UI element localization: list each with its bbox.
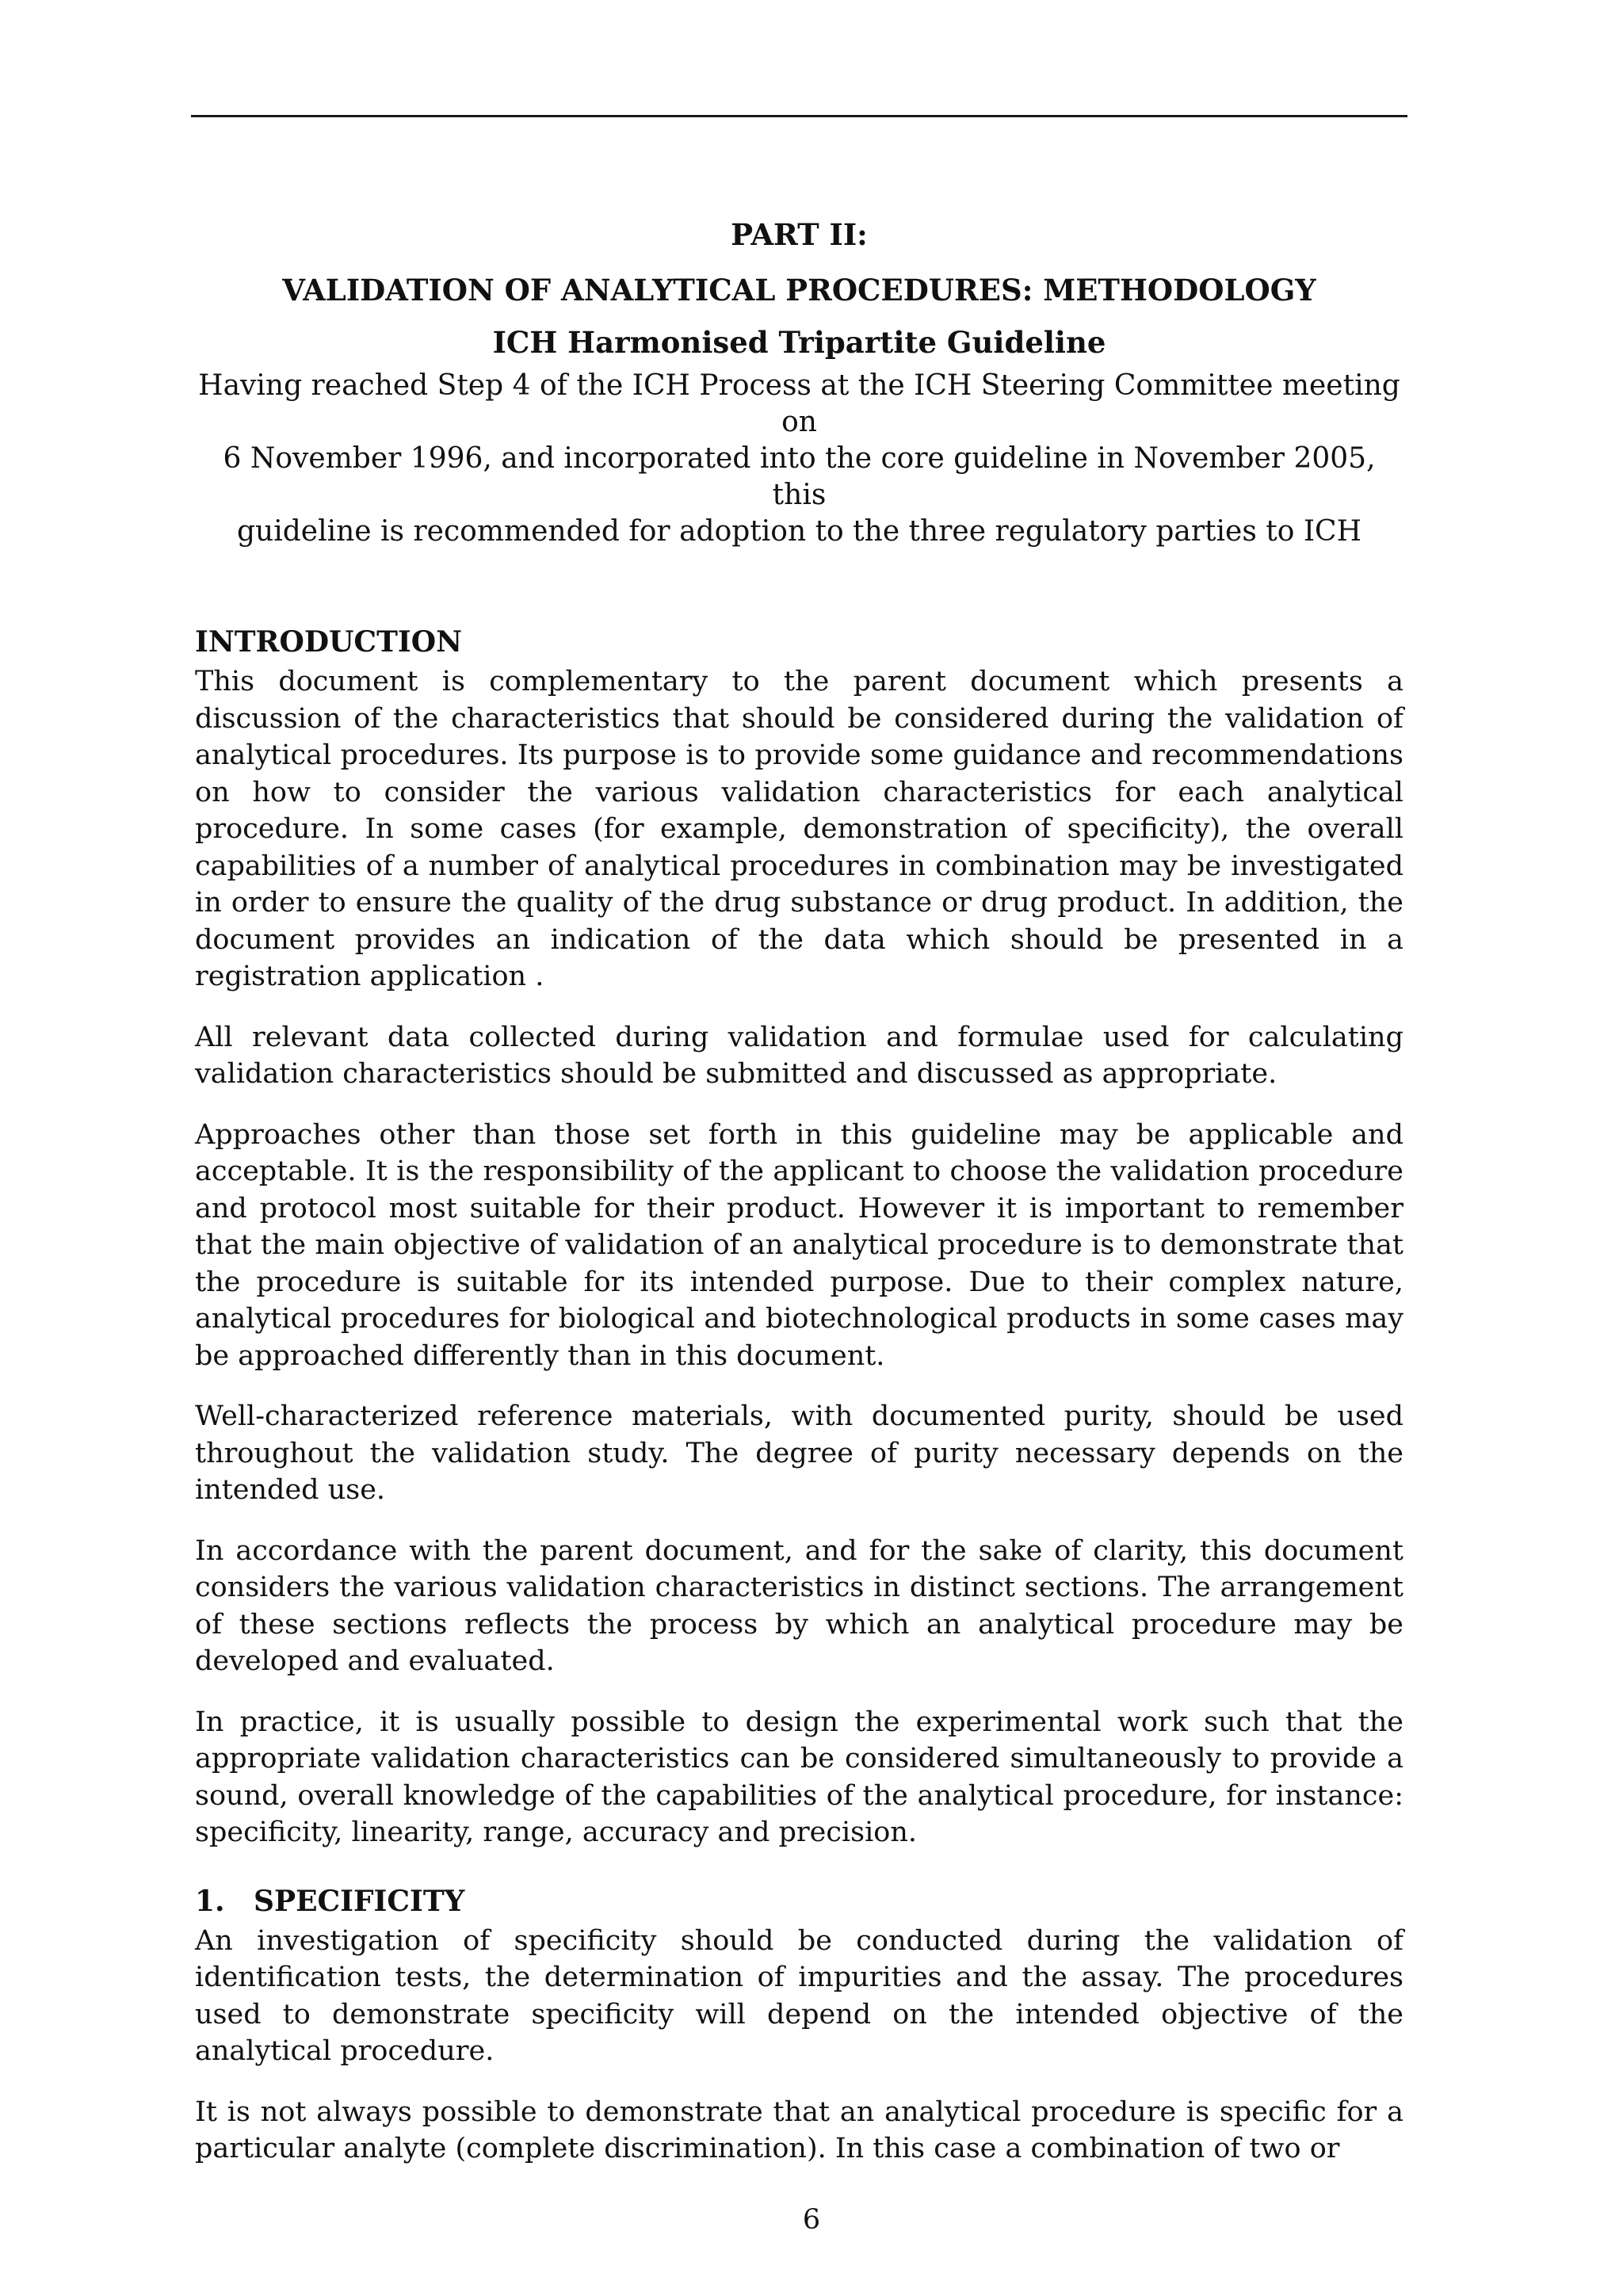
intro-paragraph: All relevant data collected during validation and formulae used for calculating validation characteristics should be submitted and discussed as appropriate. (195, 1021, 1403, 1090)
intro-paragraph: In accordance with the parent document, and for the sake of clarity, this document considers the various validation characteristics in distinct sections. The arrangement of these sections reflects the process by which an analytical procedure may be developed and evaluated. (195, 1534, 1403, 1677)
specificity-paragraph: An investigation of specificity should be conducted during the validation of identification tests, the determination of impurities and the assay. The procedures used to demonstrate specificity will depend on the intended objective of the analytical procedure. (195, 1924, 1403, 2067)
specificity-paragraph: It is not always possible to demonstrate that an analytical procedure is specific for a particular analyte (complete discrimination). In this case a combination of two or (195, 2095, 1403, 2164)
part-title: PART II: (731, 217, 868, 252)
intro-paragraph: This document is complementary to the parent document which presents a discussion of the characteristics that should be considered during the validation of analytical procedures. Its purpose is to provide some guidance and recommendations on how to consider the various validation characteristics for each analytical procedure. In some cases (for example, demonstration of specificity), the overall capabilities of a number of analytical procedures in combination may be investigated in order to ensure the quality of the drug substance or drug product. In addition, the document provides an indication of the data which should be presented in a registration application . (195, 666, 1403, 992)
intro-paragraph: Approaches other than those set forth in this guideline may be applicable and acceptable. It is the responsibility of the applicant to choose the validation procedure and protocol most suitable for their product. However it is important to remember that the main objective of validation of an analytical procedure is to demonstrate that the procedure is suitable for its intended purpose. Due to their complex nature, analytical procedures for biological and biotechnological products in some cases may be approached differently than in this document. (195, 1118, 1403, 1372)
document-body (195, 211, 1403, 2168)
status-statement (195, 368, 1403, 550)
title-block (195, 211, 1403, 550)
status-line: 6 November 1996, and incorporated into the core guideline in November 2005, this (223, 442, 1376, 511)
guideline-name: ICH Harmonised Tripartite Guideline (492, 325, 1106, 360)
status-line: guideline is recommended for adoption to the three regulatory parties to ICH (236, 515, 1361, 548)
section-number: 1. (195, 1884, 225, 1918)
introduction-heading: INTRODUCTION (195, 625, 462, 659)
header-rule (191, 115, 1407, 117)
specificity-heading (195, 1883, 1403, 1920)
section-title: SPECIFICITY (254, 1884, 465, 1918)
page-number: 6 (802, 2204, 821, 2236)
document-title: VALIDATION OF ANALYTICAL PROCEDURES: METHODOLOGY (282, 273, 1316, 308)
intro-paragraph: Well-characterized reference materials, with documented purity, should be used throughout the validation study. The degree of purity necessary depends on the intended use. (195, 1400, 1403, 1506)
intro-paragraph: In practice, it is usually possible to design the experimental work such that the appropriate validation characteristics can be considered simultaneously to provide a sound, overall knowledge of the capabilities of the analytical procedure, for instance: specificity, linearity, range, accuracy and precision. (195, 1706, 1403, 1848)
status-line: Having reached Step 4 of the ICH Process at the ICH Steering Committee meeting on (198, 369, 1400, 438)
